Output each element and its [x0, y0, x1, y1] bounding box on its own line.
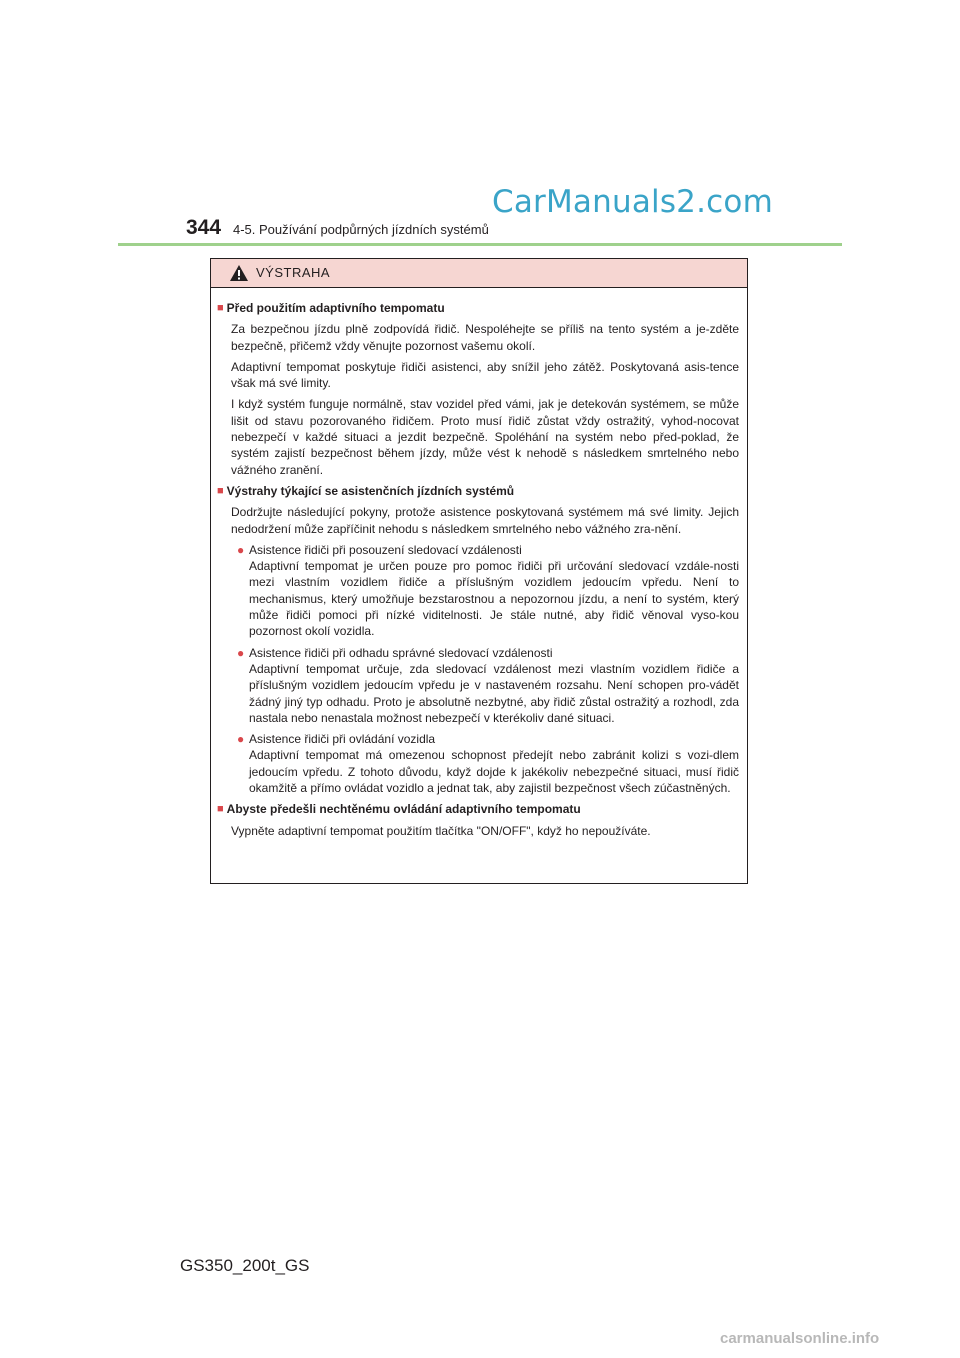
paragraph: I když systém funguje normálně, stav vozidel před vámi, jak je detekován systémem, se může lišit od stavu pozorovaného řidičem. Proto musí řidič zůstat vždy ostražitý, vyhod-nocovat nebezpečí v každé situaci a jezdit bezpečně. Spoléhání na systém nebo před-poklad, že systém zajistí bezpečnost během jízdy, může vést k nehodě s následkem smrtelného nebo vážného zranění. — [231, 397, 739, 477]
section-title: 4-5. Používání podpůrných jízdních systémů — [233, 222, 489, 237]
paragraph: Vypněte adaptivní tempomat použitím tlačítka "ON/OFF", když ho nepoužíváte. — [231, 823, 651, 838]
list-item-content — [249, 542, 739, 640]
page-number: 344 — [186, 216, 222, 239]
section-heading-text: Před použitím adaptivního tempomatu — [226, 301, 445, 315]
paragraph: Dodržujte následující pokyny, protože asistence poskytovaná systémem má své limity. Jejich nedodržení může zapříčinit nehodu s následkem smrtelného nebo vážného zra-nění. — [231, 505, 739, 536]
section-heading — [217, 801, 739, 817]
warning-triangle-icon — [229, 264, 249, 282]
list-item-content — [249, 731, 739, 796]
list-item-title: Asistence řidiči při ovládání vozidla — [249, 732, 436, 747]
section-heading — [217, 300, 739, 316]
list-item-text: Adaptivní tempomat má omezenou schopnost předejít nebo zabránit kolizi s vozi-dlem jedoucím vpředu. Z tohoto důvodu, když dojde k jakékoliv nebezpečné situaci, musí řidič okamžitě a přímo ovládat vozidlo a jednat tak, aby zajistil bezpečnost všech zúčastněných. — [249, 748, 739, 796]
warning-title: VÝSTRAHA — [256, 265, 331, 280]
header-rule — [118, 243, 842, 246]
round-bullet-icon: ● — [237, 645, 245, 660]
section-heading-text: Výstrahy týkající se asistenčních jízdních systémů — [226, 483, 515, 498]
section-heading-text: Abyste předešli nechtěnému ovládání adaptivního tempomatu — [226, 802, 581, 817]
list-item — [237, 731, 739, 796]
round-bullet-icon: ● — [237, 542, 245, 557]
warning-body — [211, 288, 747, 839]
warning-header — [211, 259, 747, 288]
list-item-content — [249, 645, 739, 726]
section-heading — [217, 483, 739, 499]
list-item — [237, 645, 739, 726]
list-item-title: Asistence řidiči při odhadu správné sledovací vzdálenosti — [249, 645, 553, 660]
footer-model: GS350_200t_GS — [180, 1256, 310, 1275]
warning-box — [210, 258, 748, 884]
square-bullet-icon: ■ — [217, 484, 224, 497]
paragraph: Adaptivní tempomat poskytuje řidiči asistenci, aby snížil jeho zátěž. Poskytovaná asis-tence však má své limity. — [231, 359, 739, 391]
list-item-title: Asistence řidiči při posouzení sledovací vzdálenosti — [249, 542, 522, 557]
list-item-text: Adaptivní tempomat je určen pouze pro pomoc řidiči při určování sledovací vzdále-nosti mezi vlastním vozidlem řidiče a příslušným vozidlem jedoucím vpředu. Není to mechanismus, který umožňuje bezstarostnou a nepozornou jízdu, a není to systém, který může řidiči pomoci při nízké viditelnosti. Je stále nutné, aby řidič věnoval vyso-kou pozornost okolí vozidla. — [249, 559, 739, 639]
round-bullet-icon: ● — [237, 732, 245, 747]
square-bullet-icon: ■ — [217, 803, 224, 816]
watermark-carmanuals2: CarManuals2.com — [492, 184, 773, 220]
paragraph: Za bezpečnou jízdu plně zodpovídá řidič. Nespoléhejte se příliš na tento systém a je-zděte bezpečně, přičemž vždy věnujte pozornost vašemu okolí. — [231, 322, 739, 353]
list-item-text: Adaptivní tempomat určuje, zda sledovací vzdálenost mezi vlastním vozidlem řidiče a příslušným vozidlem jedoucím vpředu je v nastaveném rozsahu. Není schopen pro-vádět žádný jiný typ odhadu. Proto je absolutně nezbytné, aby řidič zůstal ostražitý a rozhodl, zda nastala nebo nenastala možnost nebezpečí v kterékoliv dané situaci. — [249, 661, 739, 725]
list-item — [237, 542, 739, 640]
square-bullet-icon: ■ — [217, 302, 224, 314]
watermark-carmanualsonline: carmanualsonline.info — [720, 1330, 880, 1347]
